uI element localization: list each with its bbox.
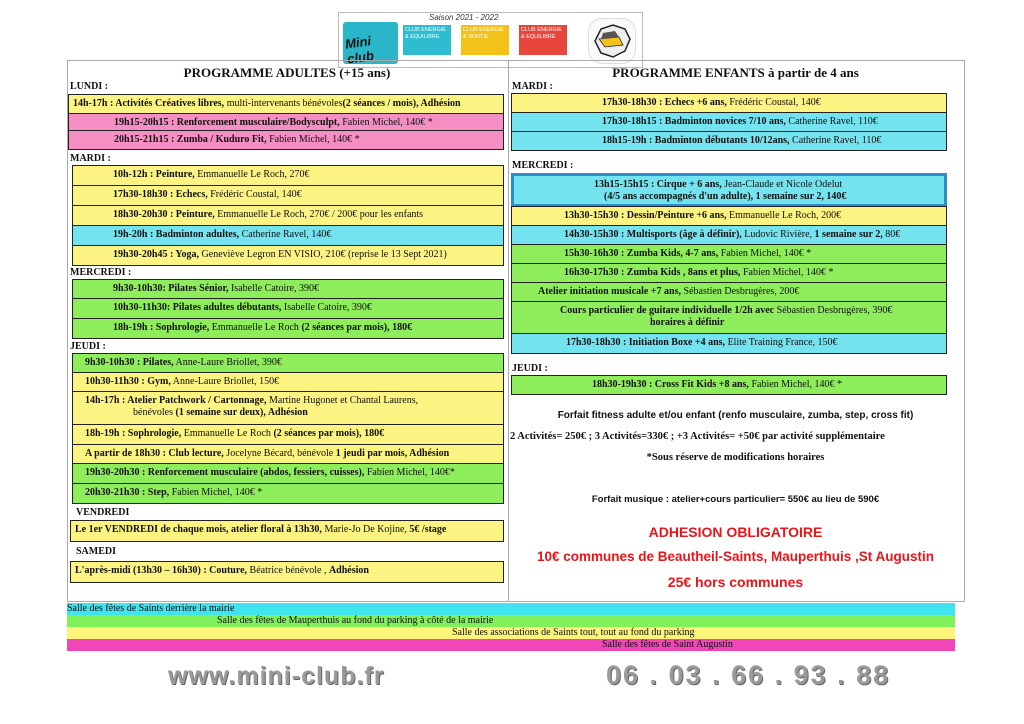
adult-row: 19h30-20h30 : Renforcement musculaire (abdos, fessiers, cuisses), Fabien Michel, 140€*	[72, 463, 504, 484]
venue-band: Salle des fêtes de Mauperthuis au fond du parking à côté de la mairie	[67, 615, 955, 627]
venue-band: Salle des fêtes de Saints derrière la mairie	[67, 603, 955, 615]
adhesion-title: ADHESION OBLIGATOIRE	[648, 524, 823, 540]
adult-row: 20h30-21h30 : Step, Fabien Michel, 140€ *	[72, 483, 504, 504]
adult-row: 9h30-10h30: Pilates Sénior, Isabelle Catoire, 390€	[72, 279, 504, 299]
adults-title: PROGRAMME ADULTES (+15 ans)	[183, 65, 391, 80]
kids-row: 18h15-19h : Badminton débutants 10/12ans, Catherine Ravel, 110€	[511, 131, 947, 151]
day-mardi: MARDI :	[70, 153, 111, 164]
adult-row: 18h-19h : Sophrologie, Emmanuelle Le Roch (2 séances par mois), 180€	[72, 318, 504, 339]
map-icon	[588, 18, 636, 64]
forfait-musique: Forfait musique : atelier+cours particulier= 550€ au lieu de 590€	[591, 494, 880, 505]
adult-row: A partir de 18h30 : Club lecture, Jocelyne Bécard, bénévole 1 jeudi par mois, Adhésion	[72, 444, 504, 464]
kids-row: 13h15-15h15 : Cirque + 6 ans, Jean-Claude et Nicole Odelut (4/5 ans accompagnés d'un adulte), 1 semaine sur 2, 140€	[511, 173, 947, 207]
adult-row: 10h30-11h30 : Gym, Anne-Laure Briollet, 150€	[72, 372, 504, 392]
kids-row: 17h30-18h30 : Echecs +6 ans, Frédéric Coustal, 140€	[511, 93, 947, 113]
brand-badge	[343, 22, 398, 67]
day-jeudi-kids: JEUDI :	[512, 363, 548, 374]
kids-row: Cours particulier de guitare individuelle 1/2h avec Sébastien Desbrugères, 390€ horaires à définir	[511, 301, 947, 334]
kids-title: PROGRAMME ENFANTS à partir de 4 ans	[612, 65, 859, 80]
adult-row: L'après-midi (13h30 – 16h30) : Couture, Béatrice bénévole , Adhésion	[70, 561, 504, 583]
adult-row: 19h15-20h15 : Renforcement musculaire/Bodysculpt, Fabien Michel, 140€ *	[68, 113, 504, 131]
day-samedi: SAMEDI	[76, 546, 117, 557]
kids-row: 18h30-19h30 : Cross Fit Kids +8 ans, Fabien Michel, 140€ *	[511, 375, 947, 395]
adult-row: 18h30-20h30 : Peinture, Emmanuelle Le Roch, 270€ / 200€ pour les enfants	[72, 205, 504, 226]
brand-name: Mini club	[344, 33, 375, 67]
kids-row: 16h30-17h30 : Zumba Kids , 8ans et plus, Fabien Michel, 140€ *	[511, 263, 947, 283]
venue-band: Salle des fêtes de Saint Augustin	[67, 639, 955, 651]
day-lundi: LUNDI :	[70, 81, 109, 92]
website-link[interactable]: www.mini-club.fr	[168, 662, 385, 690]
phone-number: 06 . 03 . 66 . 93 . 88	[606, 660, 891, 690]
day-mercredi-kids: MERCREDI :	[512, 160, 574, 171]
day-jeudi: JEUDI :	[70, 341, 106, 352]
venue-band: Salle des associations de Saints tout, tout au fond du parking	[67, 627, 955, 639]
reserve-note: *Sous réserve de modifications horaires	[646, 452, 825, 463]
kids-row: 13h30-15h30 : Dessin/Peinture +6 ans, Emmanuelle Le Roch, 200€	[511, 206, 947, 226]
forfait-prices: 2 Activités= 250€ ; 3 Activités=330€ ; +3 Activités= +50€ par activité supplémentaire	[510, 431, 885, 442]
adult-row: 19h30-20h45 : Yoga, Geneviève Legron EN VISIO, 210€ (reprise le 13 Sept 2021)	[72, 245, 504, 266]
adhesion-communes: 10€ communes de Beautheil-Saints, Mauperthuis ,St Augustin	[536, 549, 935, 564]
logo-tile-2: CLUB ENERGIE & SORTIE	[461, 25, 509, 55]
kids-row: 15h30-16h30 : Zumba Kids, 4-7 ans, Fabien Michel, 140€ *	[511, 244, 947, 264]
adult-row: 17h30-18h30 : Echecs, Frédéric Coustal, 140€	[72, 185, 504, 206]
adhesion-hors: 25€ hors communes	[667, 574, 804, 590]
kids-row: Atelier initiation musicale +7 ans, Sébastien Desbrugères, 200€	[511, 282, 947, 302]
adult-row: 14h-17h : Activités Créatives libres, multi-intervenants bénévoles(2 séances / mois), Adhésion	[68, 94, 504, 114]
kids-row: 14h30-15h30 : Multisports (âge à définir), Ludovic Rivière, 1 semaine sur 2, 80€	[511, 225, 947, 245]
forfait-fitness: Forfait fitness adulte et/ou enfant (renfo musculaire, zumba, step, cross fit)	[557, 410, 914, 421]
day-vendredi: VENDREDI	[76, 507, 130, 518]
adult-row: 14h-17h : Atelier Patchwork / Cartonnage, Martine Hugonet et Chantal Laurens, bénévoles (1 semaine sur deux), Adhésion	[72, 391, 504, 425]
logo-tile-1: CLUB ENERGIE & EQUILIBRE	[403, 25, 451, 55]
adult-row: 9h30-10h30 : Pilates, Anne-Laure Briollet, 390€	[72, 353, 504, 373]
adult-row: Le 1er VENDREDI de chaque mois, atelier floral à 13h30, Marie-Jo De Kojine, 5€ /stage	[70, 520, 504, 542]
logo-tile-3: CLUB ENERGIE & EQUILIBRE	[519, 25, 567, 55]
kids-row: 17h30-18h15 : Badminton novices 7/10 ans, Catherine Ravel, 110€	[511, 112, 947, 132]
adult-row: 19h-20h : Badminton adultes, Catherine Ravel, 140€	[72, 225, 504, 246]
kids-row: 17h30-18h30 : Initiation Boxe +4 ans, Elite Training France, 150€	[511, 333, 947, 354]
day-mardi-kids: MARDI :	[512, 81, 553, 92]
adult-row: 20h15-21h15 : Zumba / Kuduro Fit, Fabien Michel, 140€ *	[68, 130, 504, 150]
adult-row: 10h-12h : Peinture, Emmanuelle Le Roch, 270€	[72, 165, 504, 186]
day-mercredi: MERCREDI :	[70, 267, 132, 278]
season-label: Saison 2021 - 2022	[429, 13, 499, 22]
adult-row: 18h-19h : Sophrologie, Emmanuelle Le Roch (2 séances par mois), 180€	[72, 424, 504, 445]
adult-row: 10h30-11h30: Pilates adultes débutants, Isabelle Catoire, 390€	[72, 298, 504, 319]
